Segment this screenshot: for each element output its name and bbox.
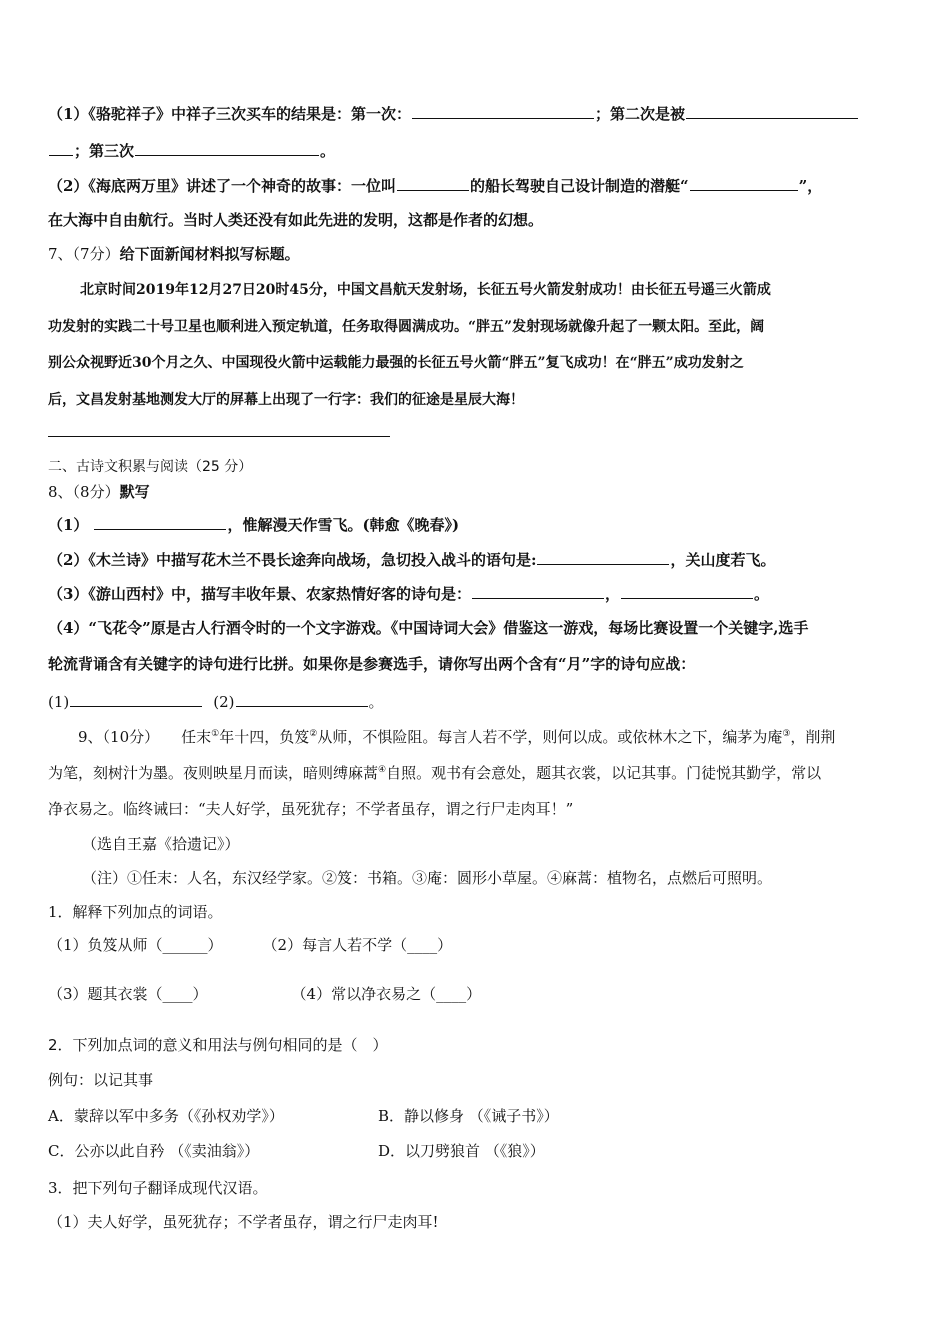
q8-item2-text: ，关山度若飞。 [670, 551, 776, 569]
option-a[interactable]: A．蒙辞以军中多务（《孙权劝学》） [48, 1107, 284, 1125]
answer-blank[interactable] [236, 691, 368, 707]
q9-sub3-title: 3．把下列句子翻译成现代汉语。 [48, 1179, 268, 1197]
q9-number: 9、（10分） [78, 728, 160, 746]
q8-heading [48, 482, 150, 502]
answer-blank[interactable] [412, 103, 594, 119]
q7-news-line: 后，文昌发射基地测发大厅的屏幕上出现了一行字：我们的征途是星辰大海！ [48, 392, 524, 408]
q8-item1-text: ，惟解漫天作雪飞。(韩愈《晚春》) [227, 516, 460, 534]
q6-item2-line2: 在大海中自由航行。当时人类还没有如此先进的发明，这都是作者的幻想。 [48, 211, 544, 229]
q8-item4-label2: (2) [213, 693, 235, 711]
q8-item4-label1: (1) [48, 693, 70, 711]
passage-text: 任末 [181, 728, 212, 746]
q6-item1-line2 [48, 140, 335, 161]
q6-item2-line1 [48, 175, 822, 196]
q7-number: 7、（7分） [48, 245, 120, 263]
q7-news-line: 北京时间2019年12月27日20时45分，中国文昌航天发射场，长征五号火箭发射成功！由长征五号遥三火箭成 [80, 282, 771, 298]
passage-text: 为笔，刻树汁为墨。夜则映星月而读，暗则缚麻蒿 [48, 764, 379, 782]
q8-item2 [48, 549, 776, 570]
q8-item4-line2: 轮流背诵含有关键字的诗句进行比拼。如果你是参赛选手，请你写出两个含有“月”字的诗句应战： [48, 655, 696, 673]
q9-sub1-item2[interactable]: （2）每言人若不学（____） [262, 936, 453, 954]
q8-item3-prompt: （3）《游山西村》中，描写丰收年景、农家热情好客的诗句是： [48, 585, 471, 603]
q8-item4-end: 。 [368, 693, 384, 711]
answer-blank[interactable] [686, 103, 858, 119]
q9-notes: （注）①任末：人名，东汉经学家。②笈：书箱。③庵：圆形小草屋。④麻蒿：植物名，点燃后可照明。 [82, 869, 773, 887]
section2-title: 二、古诗文积累与阅读（25 分） [48, 459, 253, 475]
passage-text: 自照。观书有会意处，题其衣裳，以记其事。门徒悦其勤学，常以 [386, 764, 822, 782]
q9-sub1-items-row2 [48, 984, 481, 1004]
q9-passage-line1 [78, 727, 835, 747]
answer-blank[interactable] [690, 175, 798, 191]
q8-item3-end: 。 [753, 585, 769, 603]
q9-sub2-example: 例句：以记其事 [48, 1071, 154, 1089]
passage-text: 年十四，负笈 [219, 728, 310, 746]
q8-item4-answers [48, 691, 384, 712]
q8-number: 8、（8分） [48, 483, 120, 501]
q6-item1-line1 [48, 103, 859, 124]
q9-sub1-item3[interactable]: （3）题其衣裳（____） [48, 985, 208, 1003]
q8-item3 [48, 583, 769, 604]
q9-passage-line2 [48, 763, 821, 783]
q9-sub1-item4[interactable]: （4）常以净衣易之（____） [291, 985, 482, 1003]
q9-sub1-item1[interactable]: （1）负笈从师（______） [48, 936, 223, 954]
q8-item3-sep: ， [604, 585, 620, 603]
q7-title: 给下面新闻材料拟写标题。 [119, 245, 300, 263]
q7-news-line: 功发射的实践二十号卫星也顺利进入预定轨道，任务取得圆满成功。“胖五”发射现场就像升起了一颗太阳。至此，阔 [48, 319, 765, 335]
footnote-mark: ③ [782, 729, 791, 739]
answer-blank[interactable] [472, 583, 604, 599]
q7-heading [48, 244, 300, 264]
q6-item2-text3: ”， [798, 177, 823, 195]
q8-item1 [48, 514, 459, 535]
q9-passage-line3: 净衣易之。临终诫曰：“夫人好学，虽死犹存；不学者虽存，谓之行尸走肉耳！” [48, 800, 574, 818]
option-b[interactable]: B．静以修身 （《诫子书》） [378, 1107, 559, 1125]
passage-text: ，削荆 [790, 728, 836, 746]
q8-item2-prompt: （2）《木兰诗》中描写花木兰不畏长途奔向战场，急切投入战斗的语句是: [48, 551, 537, 569]
q9-sub2-options-row1 [48, 1106, 559, 1126]
footnote-mark: ④ [378, 765, 387, 775]
q9-sub2-options-row2 [48, 1141, 545, 1161]
q6-item1-prompt: （1）《骆驼祥子》中祥子三次买车的结果是：第一次： [48, 105, 411, 123]
answer-blank[interactable] [621, 583, 753, 599]
q8-item1-label: （1） [48, 516, 89, 534]
q9-sub1-items-row1 [48, 935, 452, 955]
q8-title: 默写 [119, 483, 150, 501]
q6-item1-text2: ；第二次是被 [594, 105, 685, 123]
q7-answer-line[interactable] [48, 436, 390, 437]
answer-blank[interactable] [94, 514, 226, 530]
q6-item1-text3: ；第三次 [74, 142, 135, 160]
option-c[interactable]: C．公亦以此自矜 （《卖油翁》） [48, 1142, 260, 1160]
q9-sub3-item1: （1）夫人好学，虽死犹存；不学者虽存，谓之行尸走肉耳! [48, 1213, 439, 1231]
q9-source: （选自王嘉《拾遗记》） [82, 835, 240, 853]
answer-blank[interactable] [49, 140, 73, 156]
footnote-mark: ① [211, 729, 220, 739]
q6-item1-end: 。 [320, 142, 336, 160]
answer-blank[interactable] [135, 140, 319, 156]
option-d[interactable]: D．以刀劈狼首 （《狼》） [378, 1142, 545, 1160]
answer-blank[interactable] [397, 175, 469, 191]
q7-news-line: 别公众视野近30个月之久、中国现役火箭中运载能力最强的长征五号火箭“胖五”复飞成功！在“胖五”成功发射之 [48, 355, 744, 371]
answer-blank[interactable] [537, 549, 669, 565]
passage-text: 从师，不惧险阻。每言人若不学，则何以成。或依林木之下，编茅为庵 [317, 728, 783, 746]
q6-item2-prompt: （2）《海底两万里》讲述了一个神奇的故事：一位叫 [48, 177, 396, 195]
q8-item4-line1: （4）“飞花令”原是古人行酒令时的一个文字游戏。《中国诗词大会》借鉴这一游戏，每场比赛设置一个关键字,选手 [48, 619, 809, 637]
answer-blank[interactable] [70, 691, 202, 707]
footnote-mark: ② [309, 729, 318, 739]
q9-sub1-title: 1．解释下列加点的词语。 [48, 903, 223, 921]
q6-item2-text2: 的船长驾驶自己设计制造的潜艇“ [469, 177, 689, 195]
q9-sub2-title: 2．下列加点词的意义和用法与例句相同的是（ ） [48, 1036, 388, 1054]
